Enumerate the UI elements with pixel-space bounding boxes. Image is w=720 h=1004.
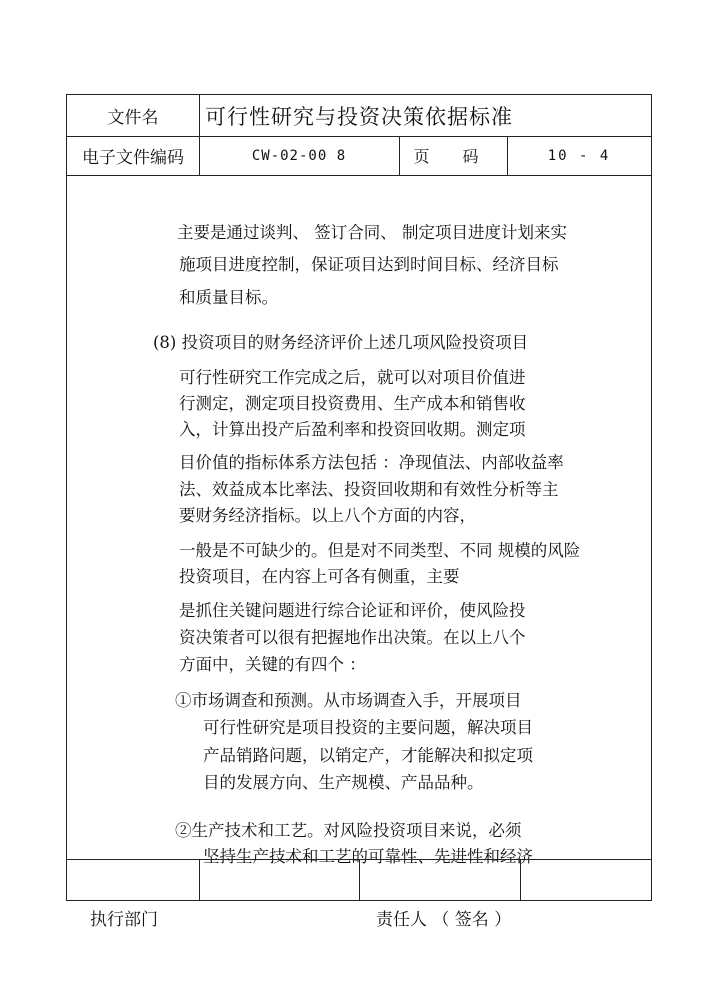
body-line: 产品销路问题，以销定产，才能解决和拟定项	[203, 746, 533, 765]
body-line: 一般是不可缺少的。但是对不同类型、不同 规模的风险	[179, 541, 581, 560]
body-line: 法、效益成本比率法、投资回收期和有效性分析等主	[179, 480, 559, 499]
body-line: 可行性研究是项目投资的主要问题，解决项目	[203, 718, 533, 737]
body-line: 可行性研究工作完成之后，就可以对项目价值进	[179, 368, 526, 387]
body-line: 方面中，关键的有四个 ：	[179, 655, 366, 674]
column-divider	[359, 859, 360, 900]
file-name-label: 文件名	[107, 108, 159, 128]
body-line: ①市场调查和预测。从市场调查入手，开展项目	[175, 691, 522, 710]
file-code-value: CW-02-00 8	[251, 147, 347, 164]
document-title: 可行性研究与投资决策依据标准	[205, 104, 513, 129]
page-number: 10 - 4	[547, 147, 611, 164]
body-line: 资决策者可以很有把握地作出决策。在以上八个	[179, 628, 526, 647]
e-file-code-label: 电子文件编码	[82, 148, 184, 168]
body-line: 坚持生产技术和工艺的可靠性、先进性和经济	[203, 847, 533, 866]
body-line: ②生产技术和工艺。对风险投资项目来说，必须	[175, 821, 522, 840]
body-line: 投资项目，在内容上可各有侧重，主要	[179, 567, 460, 586]
executing-department-label: 执行部门	[90, 910, 158, 930]
body-line: 是抓住关键问题进行综合论证和评价，使风险投	[179, 601, 526, 620]
body-line: 施项目进度控制，保证项目达到时间目标、经济目标	[179, 255, 559, 274]
responsible-person-signature-label: 责任人 （ 签名 ）	[376, 910, 512, 930]
body-line: 目价值的指标体系方法包括 ：净现值法、内部收益率	[179, 453, 564, 472]
body-line: (8) 投资项目的财务经济评价上述几项风险投资项目	[153, 333, 529, 352]
body-line: 目的发展方向、生产规模、产品品种。	[203, 773, 484, 792]
body-line: 行测定，测定项目投资费用、生产成本和销售收	[179, 394, 526, 413]
column-divider	[520, 859, 521, 900]
body-line: 入，计算出投产后盈利率和投资回收期。测定项	[179, 420, 526, 439]
body-line: 要财务经济指标。以上八个方面的内容，	[179, 506, 476, 525]
page-label: 页 码	[413, 147, 493, 166]
body-line: 和质量目标。	[179, 288, 278, 307]
document-form	[66, 94, 652, 901]
column-divider	[199, 859, 200, 900]
row-divider	[67, 175, 651, 176]
body-line: 主要是通过谈判、 签订合同、 制定项目进度计划来实	[177, 223, 567, 242]
